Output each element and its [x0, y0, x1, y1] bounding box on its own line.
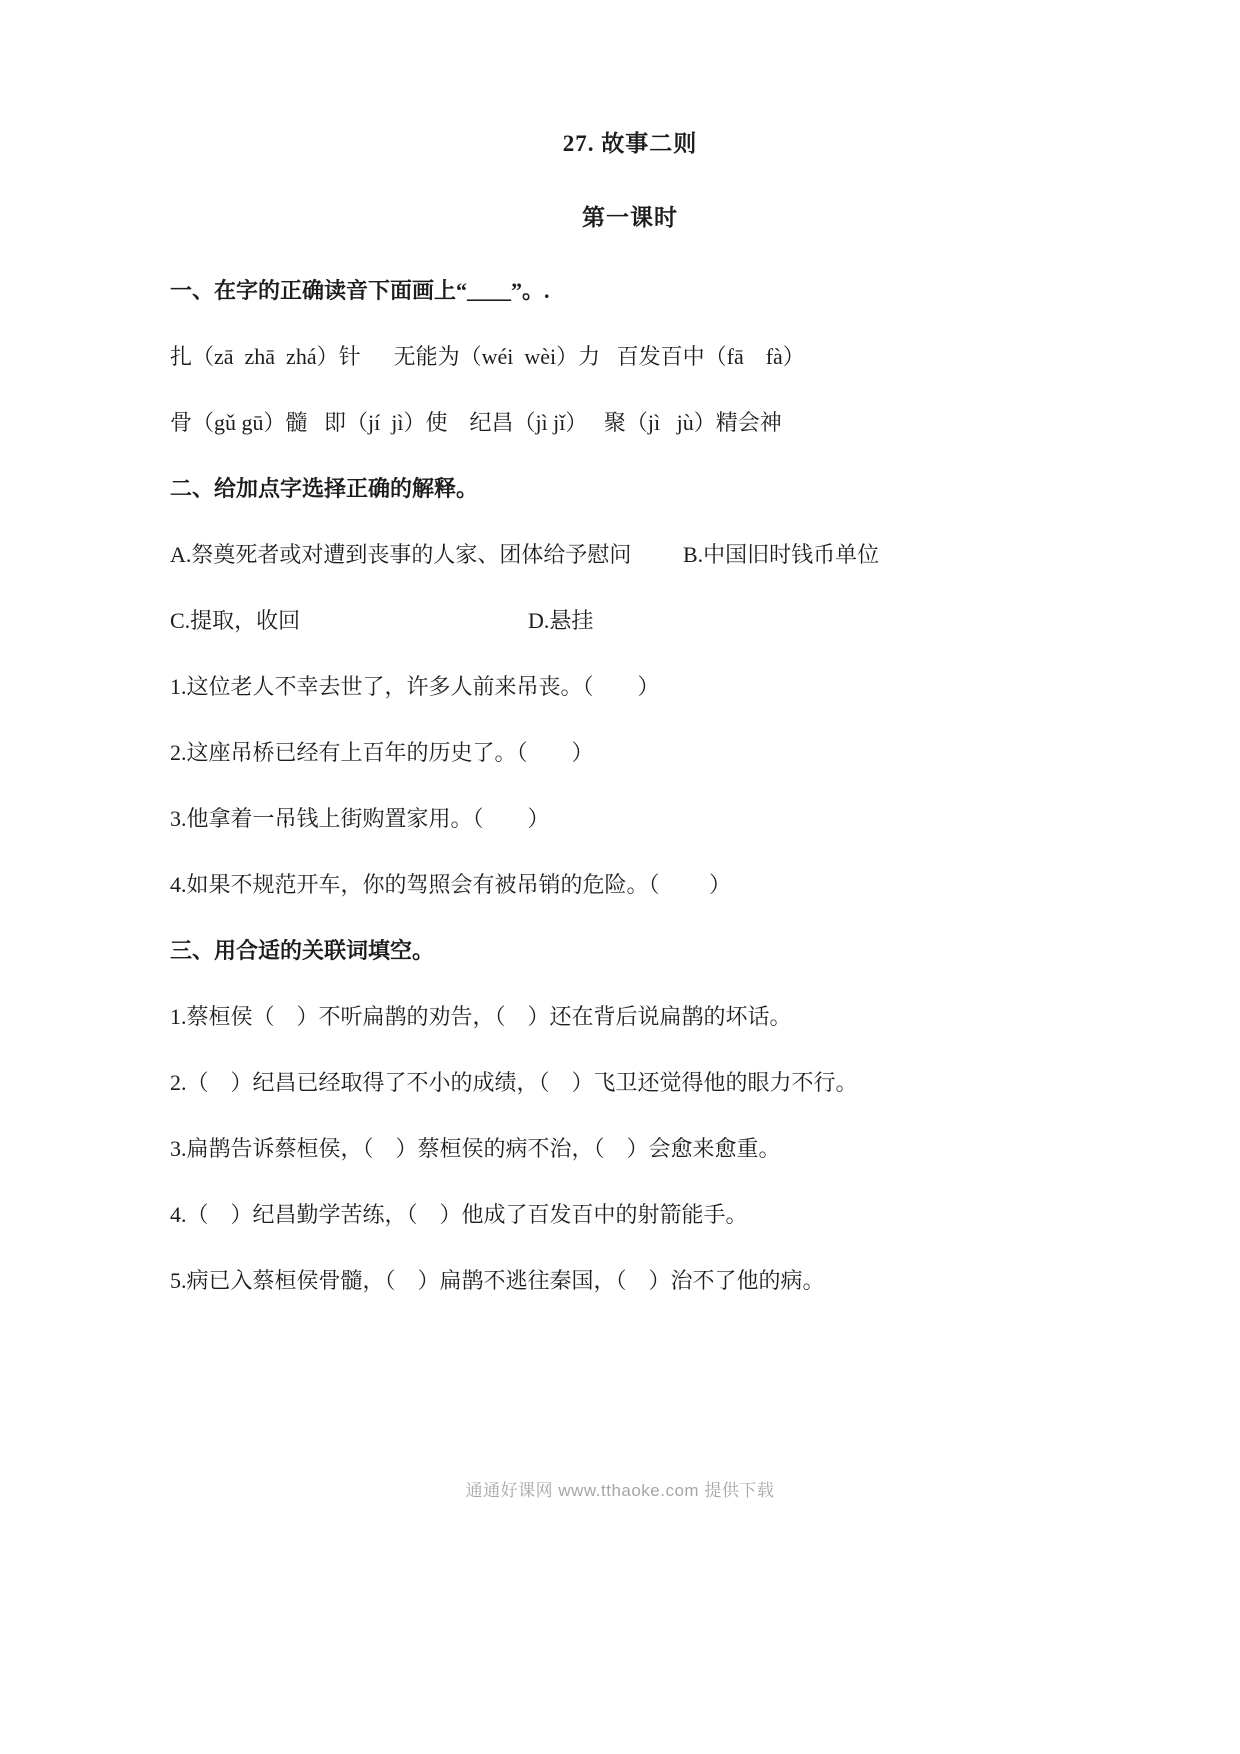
section2-item-2	[170, 738, 1090, 768]
item-text: 销的危险。（ ）	[538, 872, 732, 897]
section3-item-5: 5.病已入蔡桓侯骨髓，（ ）扁鹊不逃往秦国，（ ）治不了他的病。	[170, 1268, 825, 1293]
item-text: 桥已经有上百年的历史了。（ ）	[252, 740, 594, 765]
emphasized-char: 吊 •	[517, 672, 539, 702]
footer	[0, 1476, 1240, 1501]
item-text: 钱上街购置家用。（ ）	[296, 806, 550, 831]
section3-item-3: 3.扁鹊告诉蔡桓侯，（ ）蔡桓侯的病不治，（ ）会愈来愈重。	[170, 1136, 781, 1161]
section1-pinyin-line-2: 骨（gǔ gū）髓 即（jí jì）使 纪昌（jì jǐ） 聚（jì jù）精会神	[170, 410, 782, 435]
section3-item-2: 2.（ ）纪昌已经取得了不小的成绩，（ ）飞卫还觉得他的眼力不行。	[170, 1070, 858, 1095]
section3-heading: 三、用合适的关联词填空。	[170, 938, 435, 963]
option-a: A.祭奠死者或对遭到丧事的人家、团体给予慰问	[170, 542, 632, 567]
item-text: 4.如果不规范开车，你的驾照会有被	[170, 872, 517, 897]
section1-heading: 一、在字的正确读音下面画上“____”。.	[170, 278, 550, 303]
section1-pinyin-line-1: 扎（zā zhā zhá）针 无能为（wéi wèi）力 百发百中（fā fà）	[170, 344, 805, 369]
section2-heading: 二、给加点字选择正确的解释。	[170, 476, 479, 501]
section2-item-1	[170, 672, 1090, 702]
emphasized-char: 吊 •	[517, 870, 539, 900]
footer-text: 通通好课网 www.tthaoke.com 提供下载	[465, 1481, 775, 1500]
section2-item-3	[170, 804, 1090, 834]
emphasized-char: 吊 •	[275, 804, 297, 834]
section3-item-4: 4.（ ）纪昌勤学苦练，（ ）他成了百发百中的射箭能手。	[170, 1202, 748, 1227]
section3-item-1: 1.蔡桓侯（ ）不听扁鹊的劝告，（ ）还在背后说扁鹊的坏话。	[170, 1004, 792, 1029]
section2-item-4	[170, 870, 1090, 900]
section2-options-row-2	[170, 606, 1090, 636]
session-title: 第一课时	[582, 205, 678, 230]
item-text: 3.他拿着一	[170, 806, 275, 831]
page-title: 27. 故事二则	[562, 131, 698, 156]
item-text: 丧。（ ）	[538, 674, 660, 699]
item-text: 2.这座	[170, 740, 231, 765]
option-c: C.提取，收回	[170, 608, 301, 633]
option-d: D.悬挂	[528, 608, 594, 633]
option-b: B.中国旧时钱币单位	[683, 542, 880, 567]
section2-options-row-1	[170, 540, 1090, 570]
item-text: 1.这位老人不幸去世了，许多人前来	[170, 674, 517, 699]
emphasized-char: 吊 •	[231, 738, 253, 768]
